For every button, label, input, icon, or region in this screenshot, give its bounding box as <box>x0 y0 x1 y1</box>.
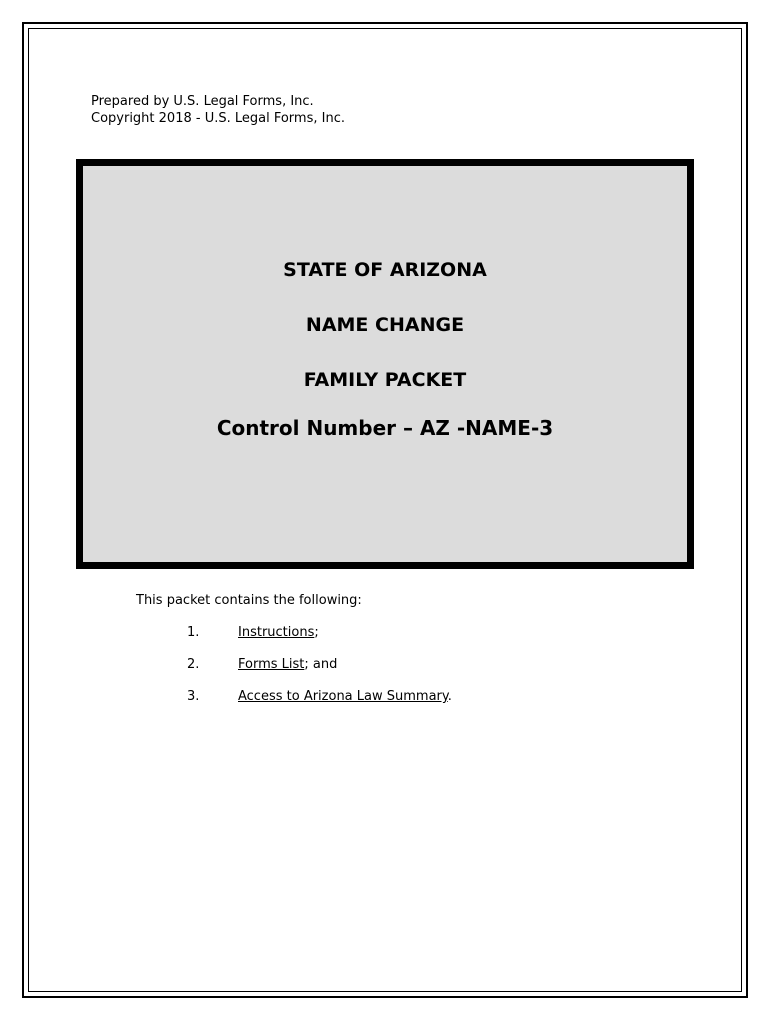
control-number: Control Number – AZ -NAME-3 <box>216 416 554 440</box>
list-item <box>187 657 337 672</box>
instructions-link[interactable]: Instructions <box>238 625 315 640</box>
name-change-title: NAME CHANGE <box>305 314 465 336</box>
list-item-suffix: . <box>447 689 452 704</box>
prepared-by-line: Prepared by U.S. Legal Forms, Inc. <box>91 94 314 109</box>
law-summary-link[interactable]: Access to Arizona Law Summary <box>238 689 448 704</box>
preparer-block <box>91 93 345 127</box>
forms-list-link[interactable]: Forms List <box>238 657 305 672</box>
list-item-suffix: ; <box>314 625 319 640</box>
contents-intro: This packet contains the following: <box>136 593 362 608</box>
list-item-number: 3. <box>187 689 200 704</box>
family-packet-title: FAMILY PACKET <box>303 369 467 391</box>
copyright-line: Copyright 2018 - U.S. Legal Forms, Inc. <box>91 111 345 126</box>
state-title: STATE OF ARIZONA <box>283 259 487 281</box>
list-item-suffix: ; and <box>304 657 338 672</box>
list-item <box>187 625 319 640</box>
title-box <box>76 159 694 569</box>
list-item-number: 2. <box>187 657 200 672</box>
list-item <box>187 689 452 704</box>
list-item-number: 1. <box>187 625 200 640</box>
